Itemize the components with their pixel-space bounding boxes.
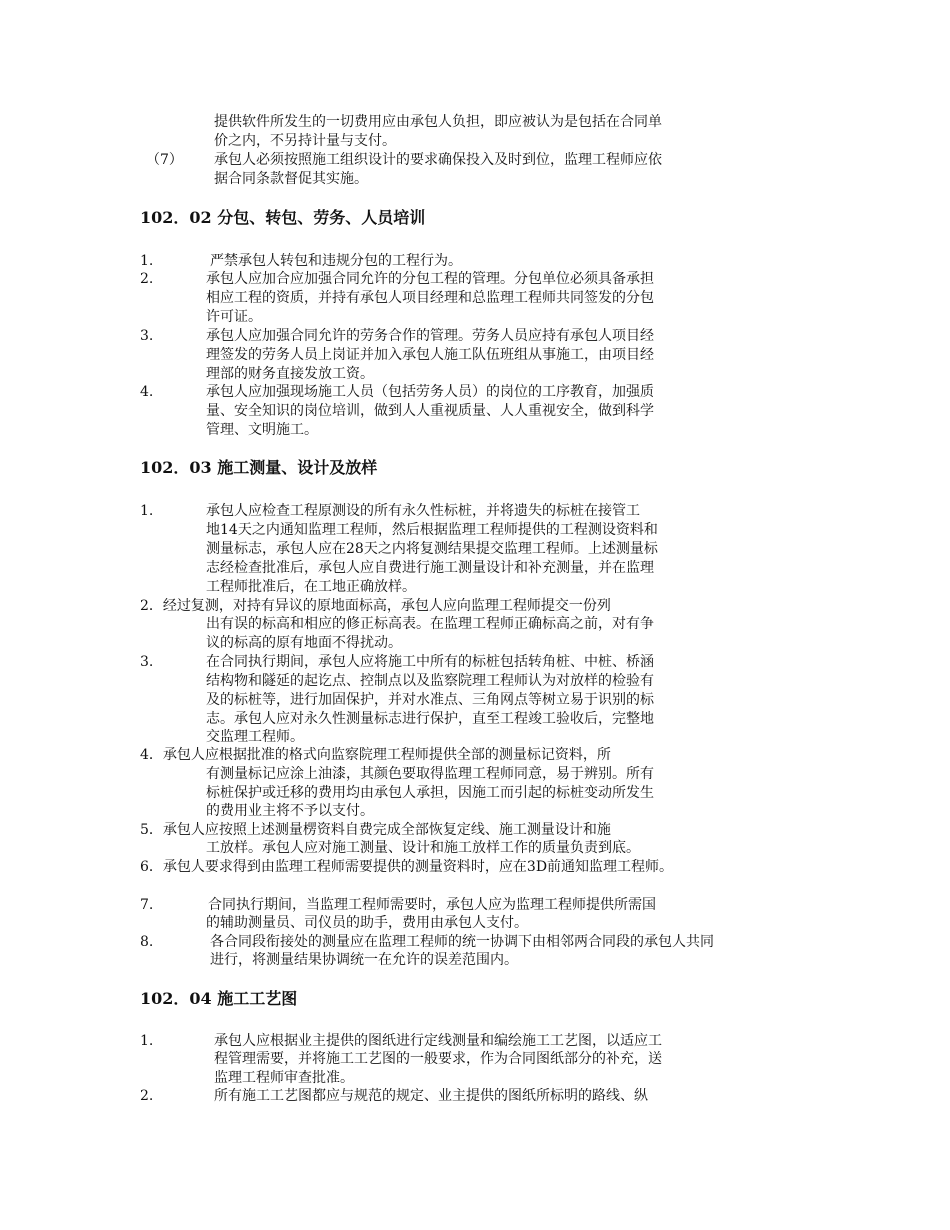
item-number: （7） xyxy=(146,152,183,168)
text-line: 合同执行期间，当监理工程师需要时，承包人应为监理工程师提供所需国 xyxy=(208,897,656,913)
text-line: 4．承包人应根据批准的格式向监察院理工程师提供全部的测量标记资料，所 xyxy=(140,747,611,763)
text-line: 标桩保护或迁移的费用均由承包人承担，因施工而引起的标桩变动所发生 xyxy=(206,785,654,801)
section-heading: 102．04 施工工艺图 xyxy=(140,989,298,1008)
text-line: 理部的财务直接发放工资。 xyxy=(206,366,374,382)
item-number: 3. xyxy=(140,654,154,670)
item-number: 1. xyxy=(140,503,154,519)
item-number: 1. xyxy=(140,1033,154,1049)
item-number: 4. xyxy=(140,384,154,400)
text-line: 监理工程师审查批准。 xyxy=(214,1070,354,1086)
text-line: 理签发的劳务人员上岗证并加入承包人施工队伍班组从事施工，由项目经 xyxy=(206,347,654,363)
item-number: 1. xyxy=(140,253,154,269)
text-line: 提供软件所发生的一切费用应由承包人负担，即应被认为是包括在合同单 xyxy=(214,114,662,130)
text-line: 志经检查批准后，承包人应自费进行施工测量设计和补充测量，并在监理 xyxy=(206,560,654,576)
text-line: 工程师批准后，在工地正确放样。 xyxy=(206,579,416,595)
text-line: 严禁承包人转包和违规分包的工程行为。 xyxy=(210,253,462,269)
item-number: 2. xyxy=(140,1088,154,1104)
item-number: 7. xyxy=(140,897,154,913)
text-line: 相应工程的资质，并持有承包人项目经理和总监理工程师共同签发的分包 xyxy=(206,290,654,306)
section-heading: 102．02 分包、转包、劳务、人员培训 xyxy=(140,208,426,227)
text-line: 进行，将测量结果协调统一在允许的误差范围内。 xyxy=(210,952,518,968)
section-heading: 102．03 施工测量、设计及放样 xyxy=(140,458,378,477)
text-line: 6．承包人要求得到由监理工程师需要提供的测量资料时，应在3D前通知监理工程师。 xyxy=(140,859,674,875)
text-line: 程管理需要，并将施工工艺图的一般要求，作为合同图纸部分的补充，送 xyxy=(214,1051,662,1067)
text-line: 量、安全知识的岗位培训，做到人人重视质量、人人重视安全，做到科学 xyxy=(206,403,654,419)
text-line: 承包人应根据业主提供的图纸进行定线测量和编绘施工工艺图，以适应工 xyxy=(214,1033,662,1049)
text-line: 承包人应加合应加强合同允许的分包工程的管理。分包单位必须具备承担 xyxy=(206,271,654,287)
text-line: 出有误的标高和相应的修正标高表。在监理工程师正确标高之前，对有争 xyxy=(206,616,654,632)
text-line: 承包人应加强合同允许的劳务合作的管理。劳务人员应持有承包人项目经 xyxy=(206,328,654,344)
text-line: 价之内，不另持计量与支付。 xyxy=(214,133,396,149)
text-line: 各合同段衔接处的测量应在监理工程师的统一协调下由相邻两合同段的承包人共同 xyxy=(210,934,714,950)
text-line: 在合同执行期间，承包人应将施工中所有的标桩包括转角桩、中桩、桥涵 xyxy=(206,654,654,670)
text-line: 据合同条款督促其实施。 xyxy=(214,171,368,187)
item-number: 3. xyxy=(140,328,154,344)
text-line: 交监理工程师。 xyxy=(206,729,304,745)
text-line: 地14天之内通知监理工程师，然后根据监理工程师提供的工程测设资料和 xyxy=(206,522,658,538)
text-line: 的辅助测量员、司仪员的助手，费用由承包人支付。 xyxy=(206,915,528,931)
text-line: 有测量标记应涂上油漆，其颜色要取得监理工程师同意，易于辨别。所有 xyxy=(206,766,654,782)
item-number: 2. xyxy=(140,271,154,287)
text-line: 议的标高的原有地面不得扰动。 xyxy=(206,635,402,651)
text-line: 2．经过复测，对持有异议的原地面标高，承包人应向监理工程师提交一份列 xyxy=(140,598,611,614)
text-line: 管理、文明施工。 xyxy=(206,422,318,438)
text-line: 承包人必须按照施工组织设计的要求确保投入及时到位，监理工程师应依 xyxy=(214,152,662,168)
text-line: 所有施工工艺图都应与规范的规定、业主提供的图纸所标明的路线、纵 xyxy=(214,1088,648,1104)
text-line: 承包人应加强现场施工人员（包括劳务人员）的岗位的工序教育，加强质 xyxy=(206,384,654,400)
text-line: 承包人应检查工程原测设的所有永久性标桩，并将遗失的标桩在接管工 xyxy=(206,503,640,519)
item-number: 8. xyxy=(140,934,154,950)
text-line: 许可证。 xyxy=(206,309,262,325)
text-line: 及的标桩等，进行加固保护，并对水准点、三角网点等树立易于识别的标 xyxy=(206,692,654,708)
text-line: 工放样。承包人应对施工测量、设计和施工放样工作的质量负责到底。 xyxy=(206,840,640,856)
text-line: 5．承包人应按照上述测量楞资料自费完成全部恢复定线、施工测量设计和施 xyxy=(140,822,611,838)
text-line: 志。承包人应对永久性测量标志进行保护，直至工程竣工验收后，完整地 xyxy=(206,711,654,727)
text-line: 结构物和隧延的起讫点、控制点以及监察院理工程师认为对放样的检验有 xyxy=(206,673,654,689)
text-line: 测量标志，承包人应在28天之内将复测结果提交监理工程师。上述测量标 xyxy=(206,541,658,557)
text-line: 的费用业主将不予以支付。 xyxy=(206,803,374,819)
